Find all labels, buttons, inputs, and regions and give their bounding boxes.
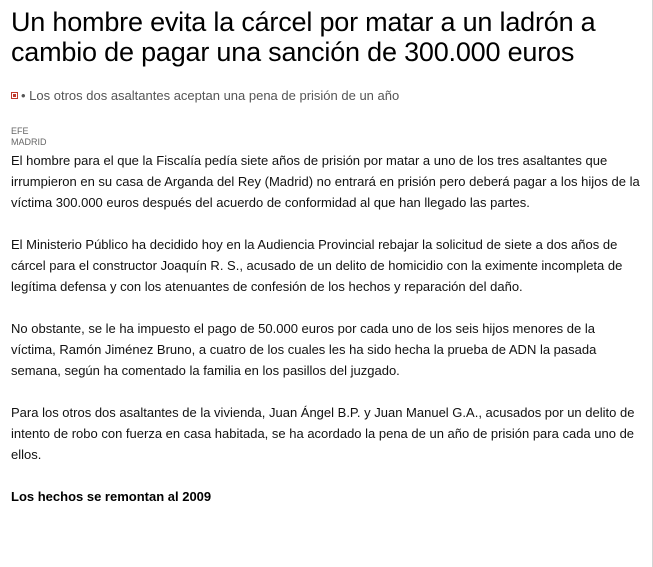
byline-agency: EFE	[11, 126, 29, 136]
byline	[11, 126, 47, 148]
byline-location: MADRID	[11, 137, 47, 147]
article-subhead[interactable]	[11, 87, 399, 105]
section-heading: Los hechos se remontan al 2009	[11, 489, 212, 504]
article-body	[11, 150, 643, 507]
article-headline: Un hombre evita la cárcel por matar a un ladrón a cambio de pagar una sanción de 300.000 euros	[11, 7, 596, 67]
subhead-text: • Los otros dos asaltantes aceptan una pena de prisión de un año	[21, 88, 400, 103]
bullet-square-icon	[11, 92, 18, 99]
paragraph: No obstante, se le ha impuesto el pago de 50.000 euros por cada uno de los seis hijos menores de la víctima, Ramón Jiménez Bruno, a cuatro de los cuales les ha sido hecha la prueba de ADN la pasada semana, según ha comentado la familia en los pasillos del juzgado.	[11, 321, 597, 378]
paragraph: El hombre para el que la Fiscalía pedía siete años de prisión por matar a uno de los tres asaltantes que irrumpieron en su casa de Arganda del Rey (Madrid) no entrará en prisión pero deberá pagar a los hijos de la víctima 300.000 euros después del acuerdo de conformidad al que han llegado las partes.	[11, 153, 640, 210]
paragraph: El Ministerio Público ha decidido hoy en la Audiencia Provincial rebajar la solicitud de siete a dos años de cárcel para el constructor Joaquín R. S., acusado de un delito de homicidio con la eximente incompleta de legítima defensa y con los atenuantes de confesión de los hechos y reparación del daño.	[11, 237, 623, 294]
paragraph: Para los otros dos asaltantes de la vivienda, Juan Ángel B.P. y Juan Manuel G.A., acusados por un delito de intento de robo con fuerza en casa habitada, se ha acordado la pena de un año de prisión para cada uno de ellos.	[11, 405, 635, 462]
